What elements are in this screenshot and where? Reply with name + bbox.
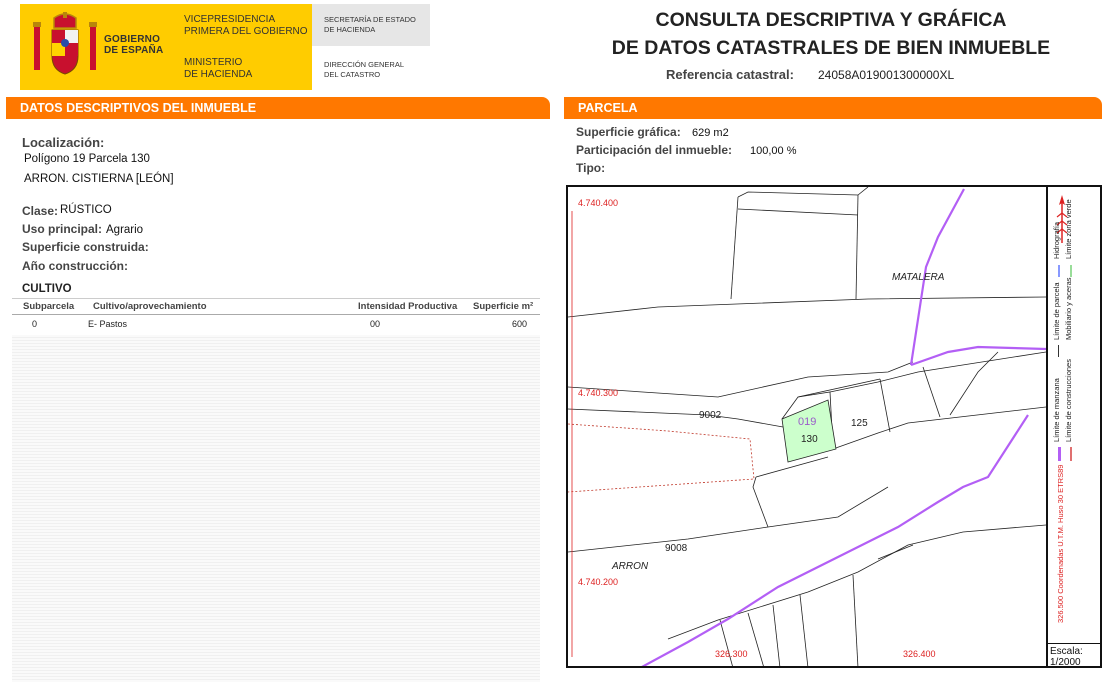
hydrography-lines [640,189,1046,668]
participacion-label: Participación del inmueble: [576,143,733,157]
y-tick-4740300: 4.740.300 [578,388,619,398]
referencia-catastral-value[interactable]: 24058A019001300000XL [818,68,955,82]
page-title-line1: CONSULTA DESCRIPTIVA Y GRÁFICA [655,9,1007,31]
x-tick-326300: 326.300 [715,649,748,659]
referencia-catastral-label: Referencia catastral: [666,67,794,82]
legend-divider [1046,187,1048,668]
superficie-grafica-value: 629 m2 [692,127,729,139]
parcel-label-9002[interactable]: 9002 [699,410,722,421]
place-label-matalera: MATALERA [892,272,945,283]
anio-construccion-label: Año construcción: [22,259,129,273]
direccion-line1: DIRECCIÓN GENERAL [324,60,405,69]
section-bar-parcela: PARCELA [564,97,1102,119]
participacion-value: 100,00 % [750,145,797,157]
uso-principal-value: Agrario [106,224,144,236]
ministerio-line2: DE HACIENDA [184,69,253,80]
secretaria-text [324,15,416,35]
gobierno-line2: DE ESPAÑA [104,45,164,56]
cultivo-label: CULTIVO [22,283,72,295]
legend-limite-zona-verde: Límite zona verde [1064,199,1073,259]
gobierno-line1: GOBIERNO [104,34,161,45]
parcel-130-highlight[interactable] [782,400,836,462]
place-label-arron: ARRON [612,561,649,572]
parcel-label-9008[interactable]: 9008 [665,543,688,554]
legend-swatch-hydro [1058,265,1060,277]
vicepresidencia-line1: VICEPRESIDENCIA [184,14,276,25]
scale-divider [1048,643,1102,644]
legend-limite-construcciones: Límite de construcciones [1064,359,1073,442]
parcel-label-130[interactable]: 130 [801,434,818,445]
localizacion-line2: ARRON. CISTIERNA [LEÓN] [24,173,174,185]
y-tick-4740400: 4.740.400 [578,198,619,208]
direccion-general-text [324,60,404,80]
legend-swatch-construcciones [1070,447,1072,461]
page-title-line2: DE DATOS CATASTRALES DE BIEN INMUEBLE [611,37,1051,59]
cultivo-table [12,298,540,682]
legend-mobiliario: Mobiliario y aceras [1064,277,1073,340]
th-intensidad: Intensidad Productiva [358,301,458,312]
table-header-row [12,299,540,315]
scale-value: 1/2000 [1050,657,1081,668]
cell-subparcela: 0 [32,319,38,329]
localizacion-line1: Polígono 19 Parcela 130 [24,153,150,165]
table-row [12,315,540,335]
uso-principal-label: Uso principal: [22,222,103,236]
cell-superficie: 600 [512,319,528,329]
legend-swatch-green [1070,265,1072,277]
cell-cultivo: E- Pastos [88,319,128,329]
coat-of-arms-icon [30,12,100,78]
ministerio-line1: MINISTERIO [184,57,243,68]
legend-swatch-parcel [1058,345,1059,357]
parcel-label-125[interactable]: 125 [851,418,868,429]
ministerio-text [184,57,252,81]
tipo-label: Tipo: [576,161,606,175]
y-tick-4740200: 4.740.200 [578,577,619,587]
th-subparcela: Subparcela [23,301,75,312]
vicepresidencia-text [184,14,308,38]
th-cultivo: Cultivo/aprovechamiento [93,301,207,312]
page-title [560,6,1102,62]
legend-swatch-manzana [1058,447,1061,461]
clase-value: RÚSTICO [60,204,112,216]
cell-intensidad: 00 [370,319,381,329]
cadastral-map[interactable] [566,185,1102,668]
clase-label: Clase: [22,204,59,218]
legend-limite-parcela: Límite de parcela [1052,282,1061,340]
superficie-grafica-label: Superficie gráfica: [576,125,681,139]
secretaria-line2: DE HACIENDA [324,25,376,34]
gobierno-text [104,34,163,56]
secretaria-line1: SECRETARÍA DE ESTADO [324,15,416,24]
localizacion-label: Localización: [22,135,105,150]
scale-label: Escala: [1050,646,1083,657]
legend-hidrografia: Hidrografía [1052,221,1061,259]
parcel-label-019[interactable]: 019 [798,416,817,428]
red-dashed-boundary [568,424,754,492]
section-bar-datos-descriptivos: DATOS DESCRIPTIVOS DEL INMUEBLE [6,97,550,119]
direccion-line2: DEL CATASTRO [324,70,381,79]
vicepresidencia-line2: PRIMERA DEL GOBIERNO [184,26,308,37]
th-superficie: Superficie m² [473,301,534,312]
legend-coordenadas: 326.500 Coordenadas U.T.M. Huso 30 ETRS89 [1056,464,1065,623]
superficie-construida-label: Superficie construida: [22,240,149,254]
x-tick-326400: 326.400 [903,649,936,659]
legend-limite-manzana: Límite de manzana [1052,378,1061,442]
